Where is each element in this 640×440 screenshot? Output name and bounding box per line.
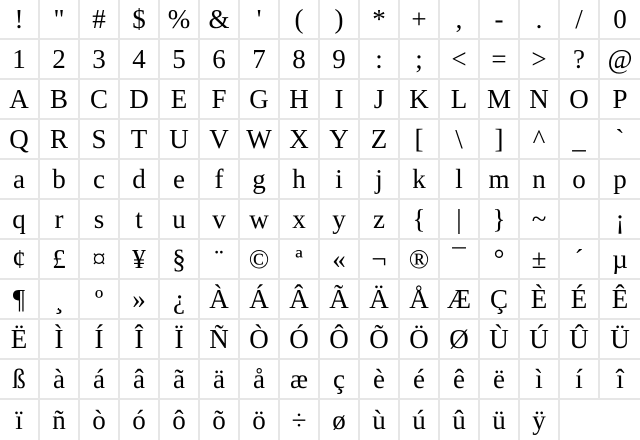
glyph-cell[interactable]: k	[400, 160, 440, 200]
glyph-cell[interactable]: Ù	[480, 320, 520, 360]
glyph-cell[interactable]: ÷	[280, 400, 320, 440]
glyph-cell[interactable]: §	[160, 240, 200, 280]
glyph-cell[interactable]: i	[320, 160, 360, 200]
glyph-cell[interactable]: Z	[360, 120, 400, 160]
glyph-cell[interactable]: ç	[320, 360, 360, 400]
glyph-cell[interactable]: R	[40, 120, 80, 160]
glyph-cell[interactable]: Æ	[440, 280, 480, 320]
glyph-cell[interactable]: '	[240, 0, 280, 40]
glyph-cell[interactable]: ß	[0, 360, 40, 400]
glyph-cell[interactable]: ^	[520, 120, 560, 160]
glyph-cell[interactable]: "	[40, 0, 80, 40]
glyph-cell[interactable]: Å	[400, 280, 440, 320]
glyph-cell[interactable]: u	[160, 200, 200, 240]
glyph-cell[interactable]: >	[520, 40, 560, 80]
glyph-cell[interactable]: )	[320, 0, 360, 40]
glyph-cell[interactable]: é	[400, 360, 440, 400]
glyph-cell[interactable]: ¤	[80, 240, 120, 280]
glyph-cell[interactable]: d	[120, 160, 160, 200]
glyph-cell[interactable]: }	[480, 200, 520, 240]
glyph-cell[interactable]: #	[80, 0, 120, 40]
glyph-cell[interactable]: 0	[600, 0, 640, 40]
glyph-cell[interactable]: ù	[360, 400, 400, 440]
glyph-cell[interactable]: Í	[80, 320, 120, 360]
glyph-cell[interactable]: ´	[560, 240, 600, 280]
glyph-cell[interactable]: O	[560, 80, 600, 120]
glyph-cell[interactable]: J	[360, 80, 400, 120]
glyph-cell[interactable]: Ø	[440, 320, 480, 360]
glyph-cell[interactable]: Ñ	[200, 320, 240, 360]
glyph-cell[interactable]: *	[360, 0, 400, 40]
glyph-cell[interactable]: {	[400, 200, 440, 240]
glyph-cell[interactable]: ?	[560, 40, 600, 80]
glyph-cell[interactable]: Ü	[600, 320, 640, 360]
glyph-cell[interactable]: G	[240, 80, 280, 120]
glyph-cell[interactable]: P	[600, 80, 640, 120]
glyph-cell[interactable]: g	[240, 160, 280, 200]
glyph-cell[interactable]: \	[440, 120, 480, 160]
glyph-cell[interactable]: c	[80, 160, 120, 200]
glyph-cell[interactable]: a	[0, 160, 40, 200]
glyph-cell[interactable]: |	[440, 200, 480, 240]
glyph-cell[interactable]: æ	[280, 360, 320, 400]
glyph-cell[interactable]: A	[0, 80, 40, 120]
glyph-cell[interactable]: ]	[480, 120, 520, 160]
glyph-cell[interactable]: [	[400, 120, 440, 160]
glyph-cell[interactable]: ,	[440, 0, 480, 40]
glyph-cell[interactable]: »	[120, 280, 160, 320]
glyph-cell[interactable]: ü	[480, 400, 520, 440]
glyph-cell[interactable]: `	[600, 120, 640, 160]
glyph-cell[interactable]: w	[240, 200, 280, 240]
glyph-cell[interactable]: ¥	[120, 240, 160, 280]
glyph-cell[interactable]: Y	[320, 120, 360, 160]
glyph-cell[interactable]: ä	[200, 360, 240, 400]
glyph-cell[interactable]: U	[160, 120, 200, 160]
glyph-cell[interactable]: D	[120, 80, 160, 120]
glyph-cell[interactable]: Q	[0, 120, 40, 160]
glyph-cell[interactable]: Ã	[320, 280, 360, 320]
glyph-cell[interactable]: %	[160, 0, 200, 40]
glyph-cell[interactable]: ã	[160, 360, 200, 400]
glyph-cell[interactable]: ö	[240, 400, 280, 440]
glyph-cell[interactable]: ï	[0, 400, 40, 440]
glyph-cell[interactable]: «	[320, 240, 360, 280]
glyph-cell[interactable]: 3	[80, 40, 120, 80]
glyph-cell[interactable]: :	[360, 40, 400, 80]
glyph-cell[interactable]: 1	[0, 40, 40, 80]
glyph-cell[interactable]: 2	[40, 40, 80, 80]
glyph-cell[interactable]: Ì	[40, 320, 80, 360]
glyph-cell[interactable]: &	[200, 0, 240, 40]
glyph-cell[interactable]: ¸	[40, 280, 80, 320]
glyph-cell[interactable]: 8	[280, 40, 320, 80]
glyph-cell[interactable]: Î	[120, 320, 160, 360]
glyph-cell[interactable]: ~	[520, 200, 560, 240]
glyph-cell[interactable]: l	[440, 160, 480, 200]
glyph-cell[interactable]: ê	[440, 360, 480, 400]
glyph-cell[interactable]: ¿	[160, 280, 200, 320]
glyph-cell[interactable]: y	[320, 200, 360, 240]
glyph-cell[interactable]: í	[560, 360, 600, 400]
glyph-cell[interactable]: @	[600, 40, 640, 80]
glyph-cell[interactable]: /	[560, 0, 600, 40]
empty-trailing-area	[560, 400, 640, 440]
glyph-cell[interactable]: b	[40, 160, 80, 200]
glyph-cell[interactable]: j	[360, 160, 400, 200]
glyph-cell[interactable]: 6	[200, 40, 240, 80]
glyph-cell[interactable]: º	[80, 280, 120, 320]
glyph-cell[interactable]: E	[160, 80, 200, 120]
glyph-cell[interactable]: Á	[240, 280, 280, 320]
glyph-cell[interactable]: è	[360, 360, 400, 400]
glyph-cell[interactable]: ¡	[600, 200, 640, 240]
glyph-cell[interactable]: ÿ	[520, 400, 560, 440]
glyph-cell[interactable]: o	[560, 160, 600, 200]
glyph-cell[interactable]: ñ	[40, 400, 80, 440]
glyph-cell[interactable]: î	[600, 360, 640, 400]
glyph-cell[interactable]: Õ	[360, 320, 400, 360]
glyph-cell[interactable]: ¯	[440, 240, 480, 280]
glyph-cell[interactable]: ;	[400, 40, 440, 80]
glyph-cell[interactable]: 7	[240, 40, 280, 80]
glyph-cell[interactable]: M	[480, 80, 520, 120]
glyph-cell[interactable]: !	[0, 0, 40, 40]
glyph-cell[interactable]: z	[360, 200, 400, 240]
glyph-cell[interactable]: Ä	[360, 280, 400, 320]
glyph-cell[interactable]: È	[520, 280, 560, 320]
glyph-cell[interactable]: n	[520, 160, 560, 200]
glyph-cell[interactable]: +	[400, 0, 440, 40]
glyph-cell[interactable]: S	[80, 120, 120, 160]
glyph-cell[interactable]: à	[40, 360, 80, 400]
glyph-cell[interactable]: ¨	[200, 240, 240, 280]
glyph-cell[interactable]: ¬	[360, 240, 400, 280]
glyph-cell[interactable]: 9	[320, 40, 360, 80]
glyph-cell[interactable]: ¢	[0, 240, 40, 280]
glyph-cell[interactable]: µ	[600, 240, 640, 280]
glyph-cell[interactable]: _	[560, 120, 600, 160]
glyph-cell[interactable]: F	[200, 80, 240, 120]
glyph-cell[interactable]: É	[560, 280, 600, 320]
glyph-cell[interactable]: H	[280, 80, 320, 120]
glyph-cell[interactable]: á	[80, 360, 120, 400]
glyph-cell[interactable]: ó	[120, 400, 160, 440]
glyph-cell[interactable]: N	[520, 80, 560, 120]
glyph-cell[interactable]: ¶	[0, 280, 40, 320]
glyph-cell[interactable]: W	[240, 120, 280, 160]
glyph-cell[interactable]: <	[440, 40, 480, 80]
glyph-cell[interactable]: (	[280, 0, 320, 40]
glyph-cell[interactable]: p	[600, 160, 640, 200]
glyph-cell[interactable]: £	[40, 240, 80, 280]
glyph-cell[interactable]: m	[480, 160, 520, 200]
glyph-cell[interactable]: I	[320, 80, 360, 120]
glyph-cell[interactable]: Ç	[480, 280, 520, 320]
glyph-cell[interactable]: e	[160, 160, 200, 200]
glyph-cell[interactable]: ®	[400, 240, 440, 280]
glyph-cell[interactable]: û	[440, 400, 480, 440]
glyph-cell[interactable]: Ï	[160, 320, 200, 360]
glyph-cell[interactable]: Ê	[600, 280, 640, 320]
glyph-cell[interactable]: Â	[280, 280, 320, 320]
glyph-cell[interactable]: q	[0, 200, 40, 240]
glyph-cell[interactable]: Ë	[0, 320, 40, 360]
glyph-cell[interactable]: Ó	[280, 320, 320, 360]
glyph-cell[interactable]: ô	[160, 400, 200, 440]
glyph-cell[interactable]: ø	[320, 400, 360, 440]
glyph-cell[interactable]: Ö	[400, 320, 440, 360]
glyph-cell[interactable]: â	[120, 360, 160, 400]
glyph-cell[interactable]: ©	[240, 240, 280, 280]
glyph-cell[interactable]: ª	[280, 240, 320, 280]
glyph-cell[interactable]: 5	[160, 40, 200, 80]
glyph-cell[interactable]: ú	[400, 400, 440, 440]
glyph-cell[interactable]: °	[480, 240, 520, 280]
glyph-cell[interactable]: f	[200, 160, 240, 200]
glyph-cell[interactable]: ë	[480, 360, 520, 400]
glyph-cell[interactable]: T	[120, 120, 160, 160]
glyph-cell[interactable]: x	[280, 200, 320, 240]
glyph-cell[interactable]: B	[40, 80, 80, 120]
glyph-cell[interactable]: Ú	[520, 320, 560, 360]
glyph-cell[interactable]: Ô	[320, 320, 360, 360]
glyph-cell[interactable]: 4	[120, 40, 160, 80]
glyph-cell[interactable]: X	[280, 120, 320, 160]
glyph-cell[interactable]: r	[40, 200, 80, 240]
glyph-cell[interactable]: -	[480, 0, 520, 40]
glyph-cell[interactable]: $	[120, 0, 160, 40]
glyph-cell[interactable]: s	[80, 200, 120, 240]
glyph-cell[interactable]: C	[80, 80, 120, 120]
glyph-cell[interactable]: v	[200, 200, 240, 240]
glyph-cell[interactable]: V	[200, 120, 240, 160]
glyph-cell[interactable]: Û	[560, 320, 600, 360]
glyph-cell[interactable]: K	[400, 80, 440, 120]
glyph-cell[interactable]: õ	[200, 400, 240, 440]
glyph-cell[interactable]: Ò	[240, 320, 280, 360]
glyph-cell[interactable]: À	[200, 280, 240, 320]
glyph-cell[interactable]: å	[240, 360, 280, 400]
glyph-cell[interactable]: ì	[520, 360, 560, 400]
glyph-cell[interactable]: t	[120, 200, 160, 240]
glyph-cell[interactable]: L	[440, 80, 480, 120]
glyph-cell[interactable]: ±	[520, 240, 560, 280]
glyph-cell[interactable]: =	[480, 40, 520, 80]
glyph-cell[interactable]: ò	[80, 400, 120, 440]
glyph-cell[interactable]: h	[280, 160, 320, 200]
empty-cell	[560, 200, 600, 240]
glyph-cell[interactable]: .	[520, 0, 560, 40]
